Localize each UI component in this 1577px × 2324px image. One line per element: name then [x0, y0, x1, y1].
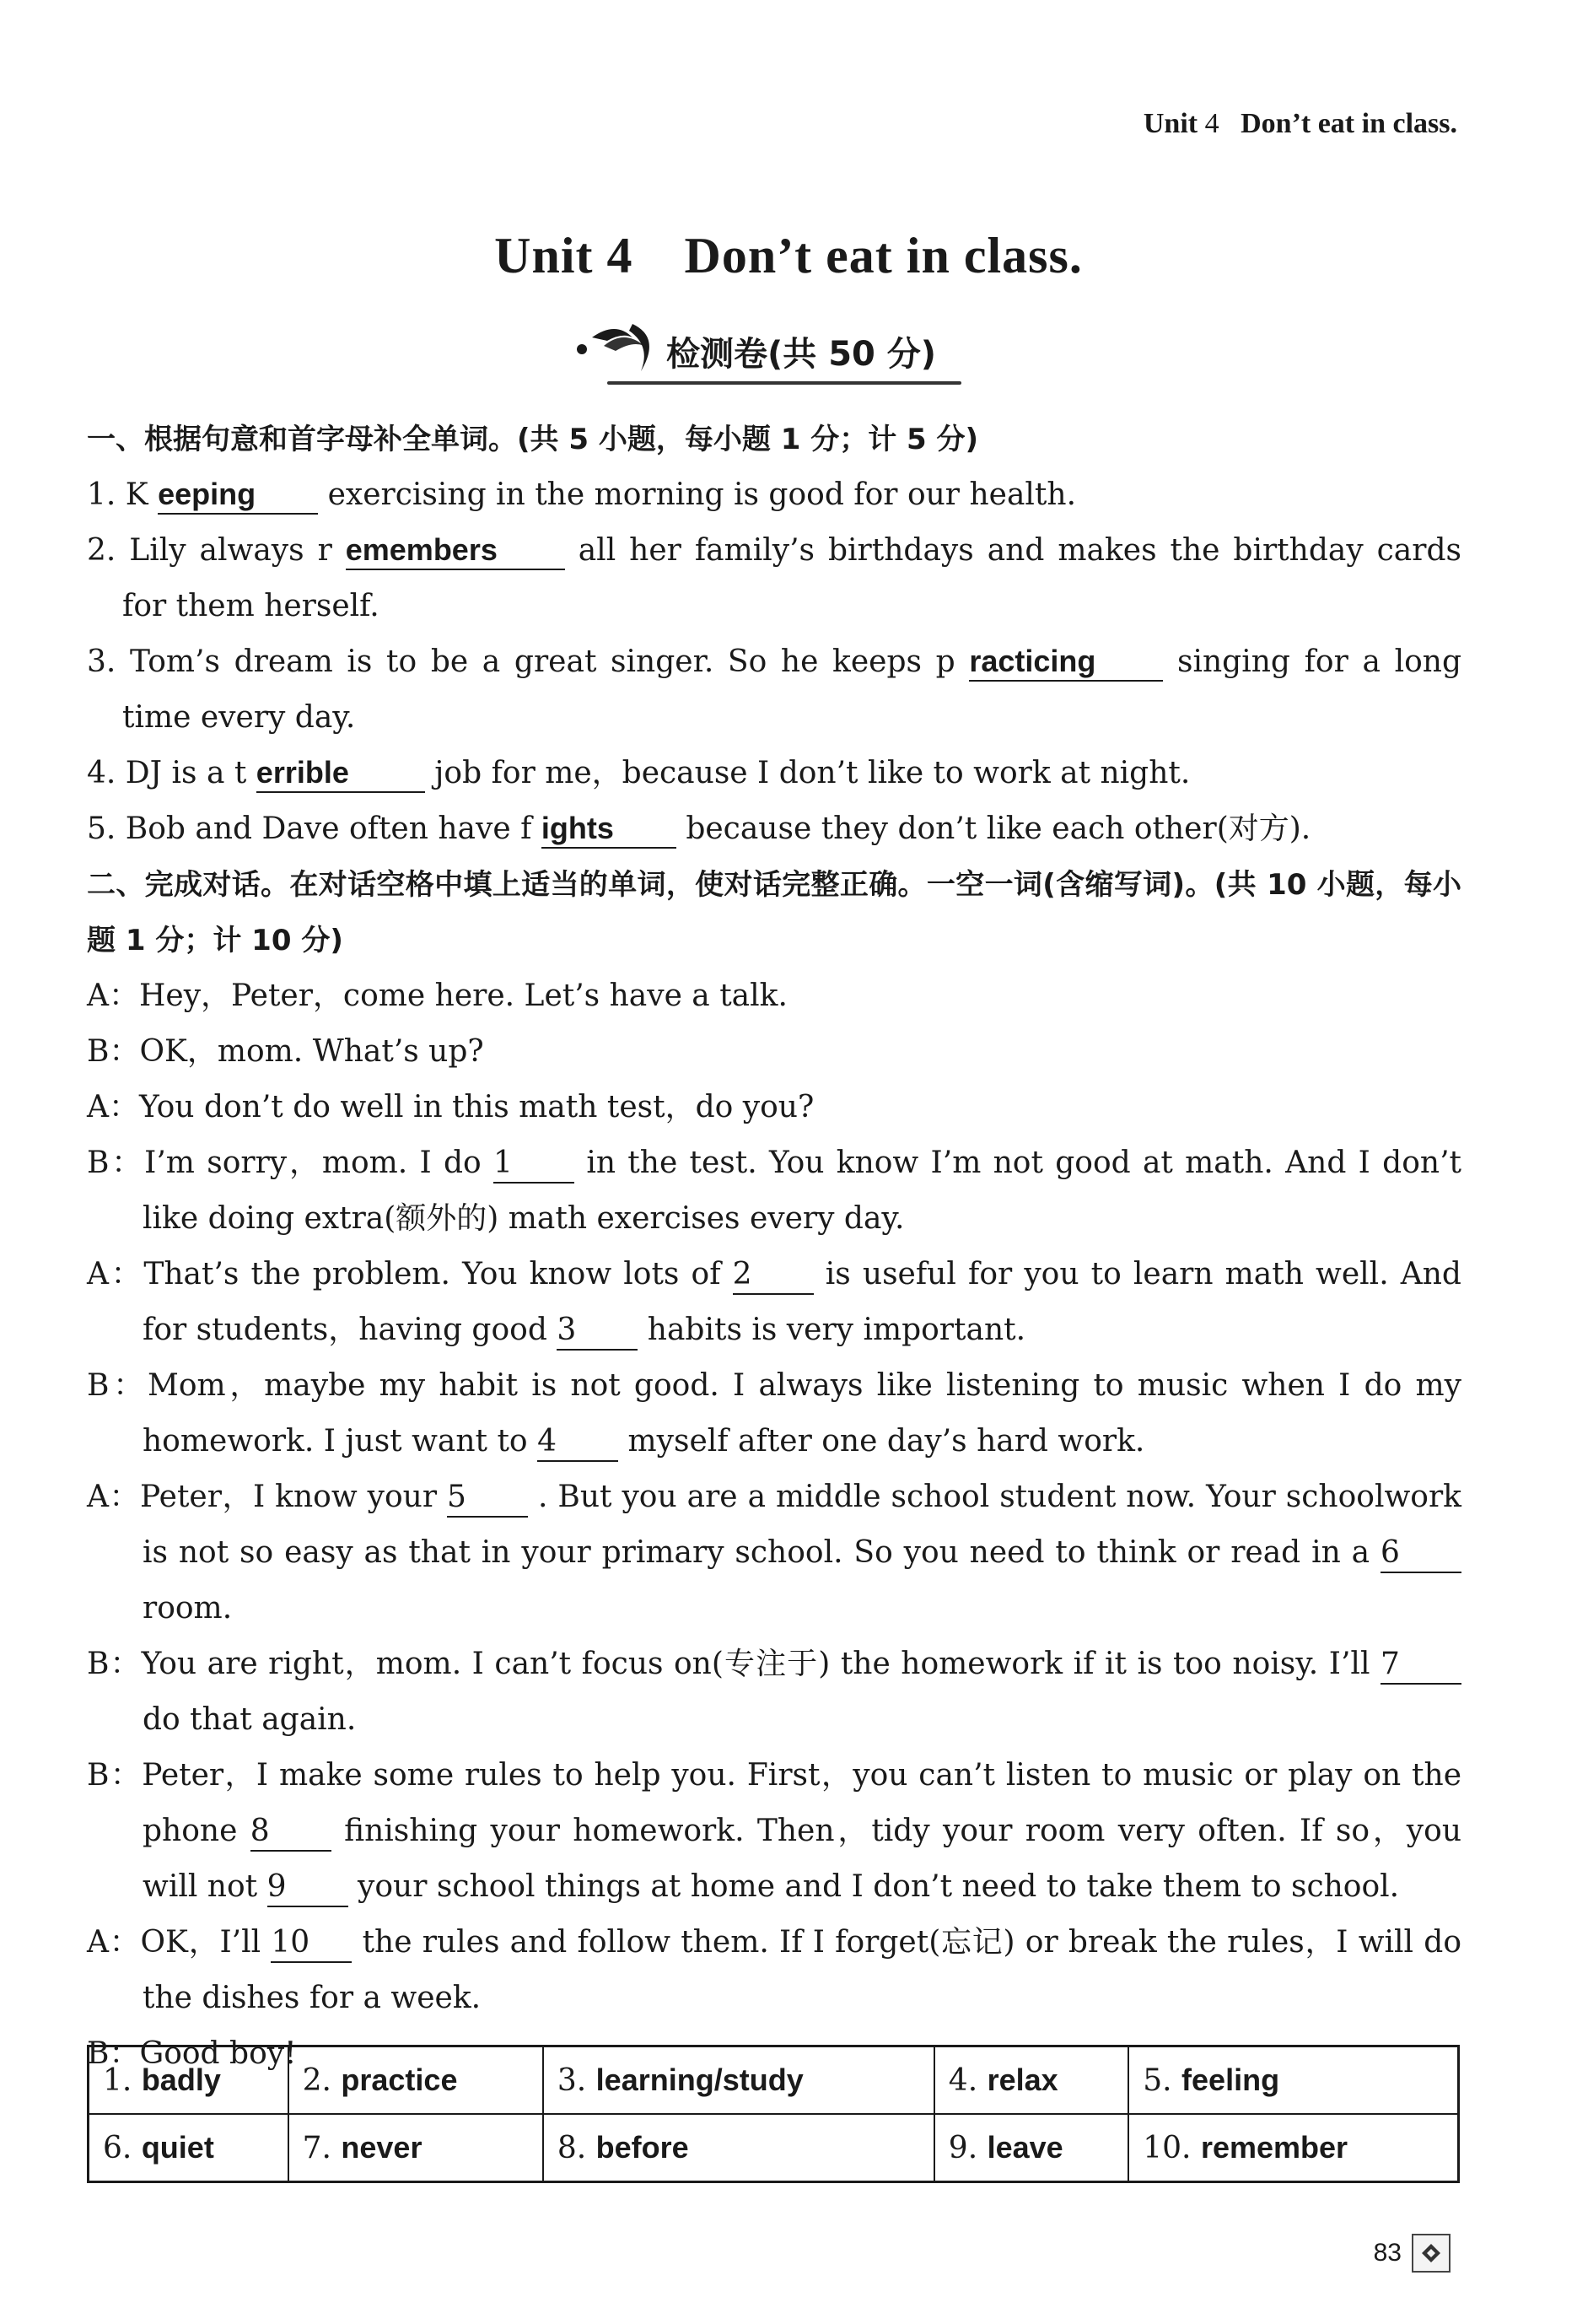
answer-cell	[288, 2114, 543, 2182]
item-prompt: 1. K	[87, 477, 148, 512]
blank-3: 3	[557, 1312, 638, 1351]
section2-heading: 二、完成对话。在对话空格中填上适当的单词，使对话完整正确。一空一词(含缩写词)。(共 10 小题，每小题 1 分；计 10 分)	[87, 868, 1461, 957]
answer-number: 1.	[103, 2063, 132, 2098]
dialogue-line	[87, 1637, 1461, 1748]
answer-blank: emembers	[346, 531, 565, 570]
answer-row	[89, 2046, 1459, 2115]
answer-row	[89, 2114, 1459, 2182]
dialogue-text: in the test. You know I’m not good at math. And I don’t like doing extra(额外的) math exercises every day.	[143, 1146, 1461, 1236]
section1-heading: 一、根据句意和首字母补全单词。(共 5 小题，每小题 1 分；计 5 分)	[87, 423, 979, 456]
answer-number: 7.	[302, 2131, 331, 2165]
dialogue-text: A：Hey，Peter，come here. Let’s have a talk.	[87, 979, 788, 1013]
answer-cell	[1128, 2114, 1458, 2182]
page-footer	[1374, 2234, 1451, 2273]
answer-word: feeling	[1181, 2062, 1280, 2097]
blank-5: 5	[447, 1479, 528, 1518]
page-number: 83	[1373, 2239, 1402, 2267]
blank-7: 7	[1381, 1646, 1461, 1685]
answer-number: 8.	[557, 2131, 587, 2165]
answer-cell	[89, 2114, 288, 2182]
blank-4: 4	[537, 1423, 618, 1462]
answer-number: 10.	[1143, 2131, 1192, 2165]
answer-cell	[89, 2046, 288, 2115]
answer-word: before	[595, 2130, 689, 2165]
answer-number: 5.	[1143, 2063, 1172, 2098]
answer-cell	[288, 2046, 543, 2115]
dialogue-line	[87, 1915, 1461, 2026]
dialogue-text: A：You don’t do well in this math test，do you?	[87, 1090, 815, 1124]
dialogue-line	[87, 1358, 1461, 1469]
answer-blank: errible	[256, 754, 425, 793]
dialogue-text: A：That’s the problem. You know lots of	[87, 1257, 721, 1291]
page-title: Unit 4 Don’t eat in class.	[494, 228, 1083, 283]
fill-word-item	[87, 801, 1461, 857]
answer-number: 6.	[103, 2131, 132, 2165]
dialogue-line	[87, 1748, 1461, 1915]
answer-cell	[934, 2114, 1128, 2182]
blank-1: 1	[493, 1145, 574, 1184]
answer-word: practice	[341, 2062, 458, 2097]
answer-number: 2.	[302, 2063, 331, 2098]
subtitle-underline	[607, 381, 961, 385]
section1-list	[87, 467, 1461, 857]
answer-cell	[543, 2046, 934, 2115]
dialogue-text: B：Peter，I make some rules to help you. First，you can’t listen to music or play on the phone	[87, 1758, 1461, 1848]
answer-number: 4.	[948, 2063, 978, 2098]
item-continuation: job for me，because I don’t like to work at night.	[434, 756, 1191, 790]
item-prompt: 4. DJ is a t	[87, 756, 247, 790]
dialogue-text: is useful for you to learn math well. And for students，having good	[143, 1257, 1461, 1347]
dialogue-text: B：I’m sorry，mom. I do	[87, 1146, 482, 1180]
dialogue-text: A：Peter，I know your	[87, 1480, 438, 1514]
dialogue-text: your school things at home and I don’t need to take them to school.	[358, 1869, 1400, 1904]
dialogue-text: A：OK，I’ll	[87, 1925, 261, 1960]
dialogue-text: B：You are right，mom. I can’t focus on(专注于) the homework if it is too noisy. I’ll	[87, 1647, 1370, 1681]
answer-number: 9.	[948, 2131, 978, 2165]
dialogue-text: B：OK，mom. What’s up?	[87, 1034, 484, 1069]
fill-word-item	[87, 523, 1461, 634]
fill-word-item	[87, 746, 1461, 801]
answer-word: leave	[987, 2130, 1063, 2165]
dialogue-text: do that again.	[143, 1702, 357, 1737]
fill-word-item	[87, 634, 1461, 746]
answer-cell	[543, 2114, 934, 2182]
running-header	[1144, 108, 1457, 140]
answer-cell	[934, 2046, 1128, 2115]
blank-8: 8	[250, 1813, 331, 1852]
dialogue-line	[87, 1080, 1461, 1135]
item-continuation: singing for a long time every day.	[122, 644, 1461, 735]
item-prompt: 2. Lily always r	[87, 533, 332, 568]
answer-word: relax	[987, 2062, 1058, 2097]
dialogue-line	[87, 1469, 1461, 1637]
dialogue-text: B：Good boy!	[87, 2036, 297, 2071]
item-prompt: 3. Tom’s dream is to be a great singer. So he keeps p	[87, 644, 955, 679]
answer-blank: eeping	[158, 476, 318, 515]
answer-table	[87, 2045, 1460, 2183]
answer-word: never	[341, 2130, 423, 2165]
answer-blank: ights	[541, 810, 676, 849]
item-continuation: because they don’t like each other(对方).	[686, 812, 1311, 846]
answer-blank: racticing	[969, 643, 1163, 682]
dialogue-line	[87, 1135, 1461, 1247]
swirl-icon	[573, 312, 666, 380]
dialogue-text: B：Mom，maybe my habit is not good. I always like listening to music when I do my homework. I just want to	[87, 1368, 1461, 1459]
dialogue-text: habits is very important.	[647, 1313, 1026, 1347]
dialogue-line	[87, 968, 1461, 1024]
fill-word-item	[87, 467, 1461, 523]
blank-6: 6	[1381, 1534, 1461, 1573]
dialogue-text: myself after one day’s hard work.	[627, 1424, 1145, 1459]
answer-number: 3.	[557, 2063, 587, 2098]
header-unit-title: Don’t eat in class.	[1241, 108, 1457, 139]
dialogue-text: the rules and follow them. If I forget(忘记) or break the rules，I will do the dishes for a week.	[143, 1925, 1461, 2015]
answer-word: badly	[141, 2062, 221, 2097]
dialogue-text: room.	[143, 1591, 233, 1626]
item-continuation: exercising in the morning is good for our health.	[327, 477, 1077, 512]
dialogue-text: finishing your homework. Then，tidy your room very often. If so，you will not	[143, 1814, 1462, 1904]
item-prompt: 5. Bob and Dave often have f	[87, 812, 532, 846]
blank-2: 2	[733, 1256, 814, 1295]
dialogue-line	[87, 1024, 1461, 1080]
dialogue-line	[87, 1247, 1461, 1358]
exercise-content	[87, 412, 1461, 2082]
item-continuation: all her family’s birthdays and makes the birthday cards for them herself.	[122, 533, 1461, 623]
blank-10: 10	[271, 1924, 352, 1963]
blank-9: 9	[267, 1868, 348, 1907]
subtitle-text: 检测卷(共 50 分)	[666, 335, 937, 374]
answer-word: learning/study	[595, 2062, 804, 2097]
answer-cell	[1128, 2046, 1458, 2115]
answer-word: quiet	[141, 2130, 214, 2165]
subtitle-banner	[573, 312, 970, 388]
answer-word: remember	[1200, 2130, 1348, 2165]
dialogue	[87, 968, 1461, 2082]
dialogue-text: . But you are a middle school student now. Your schoolwork is not so easy as that in your primary school. So you need to think or read in a	[143, 1480, 1461, 1570]
header-unit: Unit 4	[1143, 108, 1219, 139]
diamond-icon	[1412, 2234, 1451, 2273]
